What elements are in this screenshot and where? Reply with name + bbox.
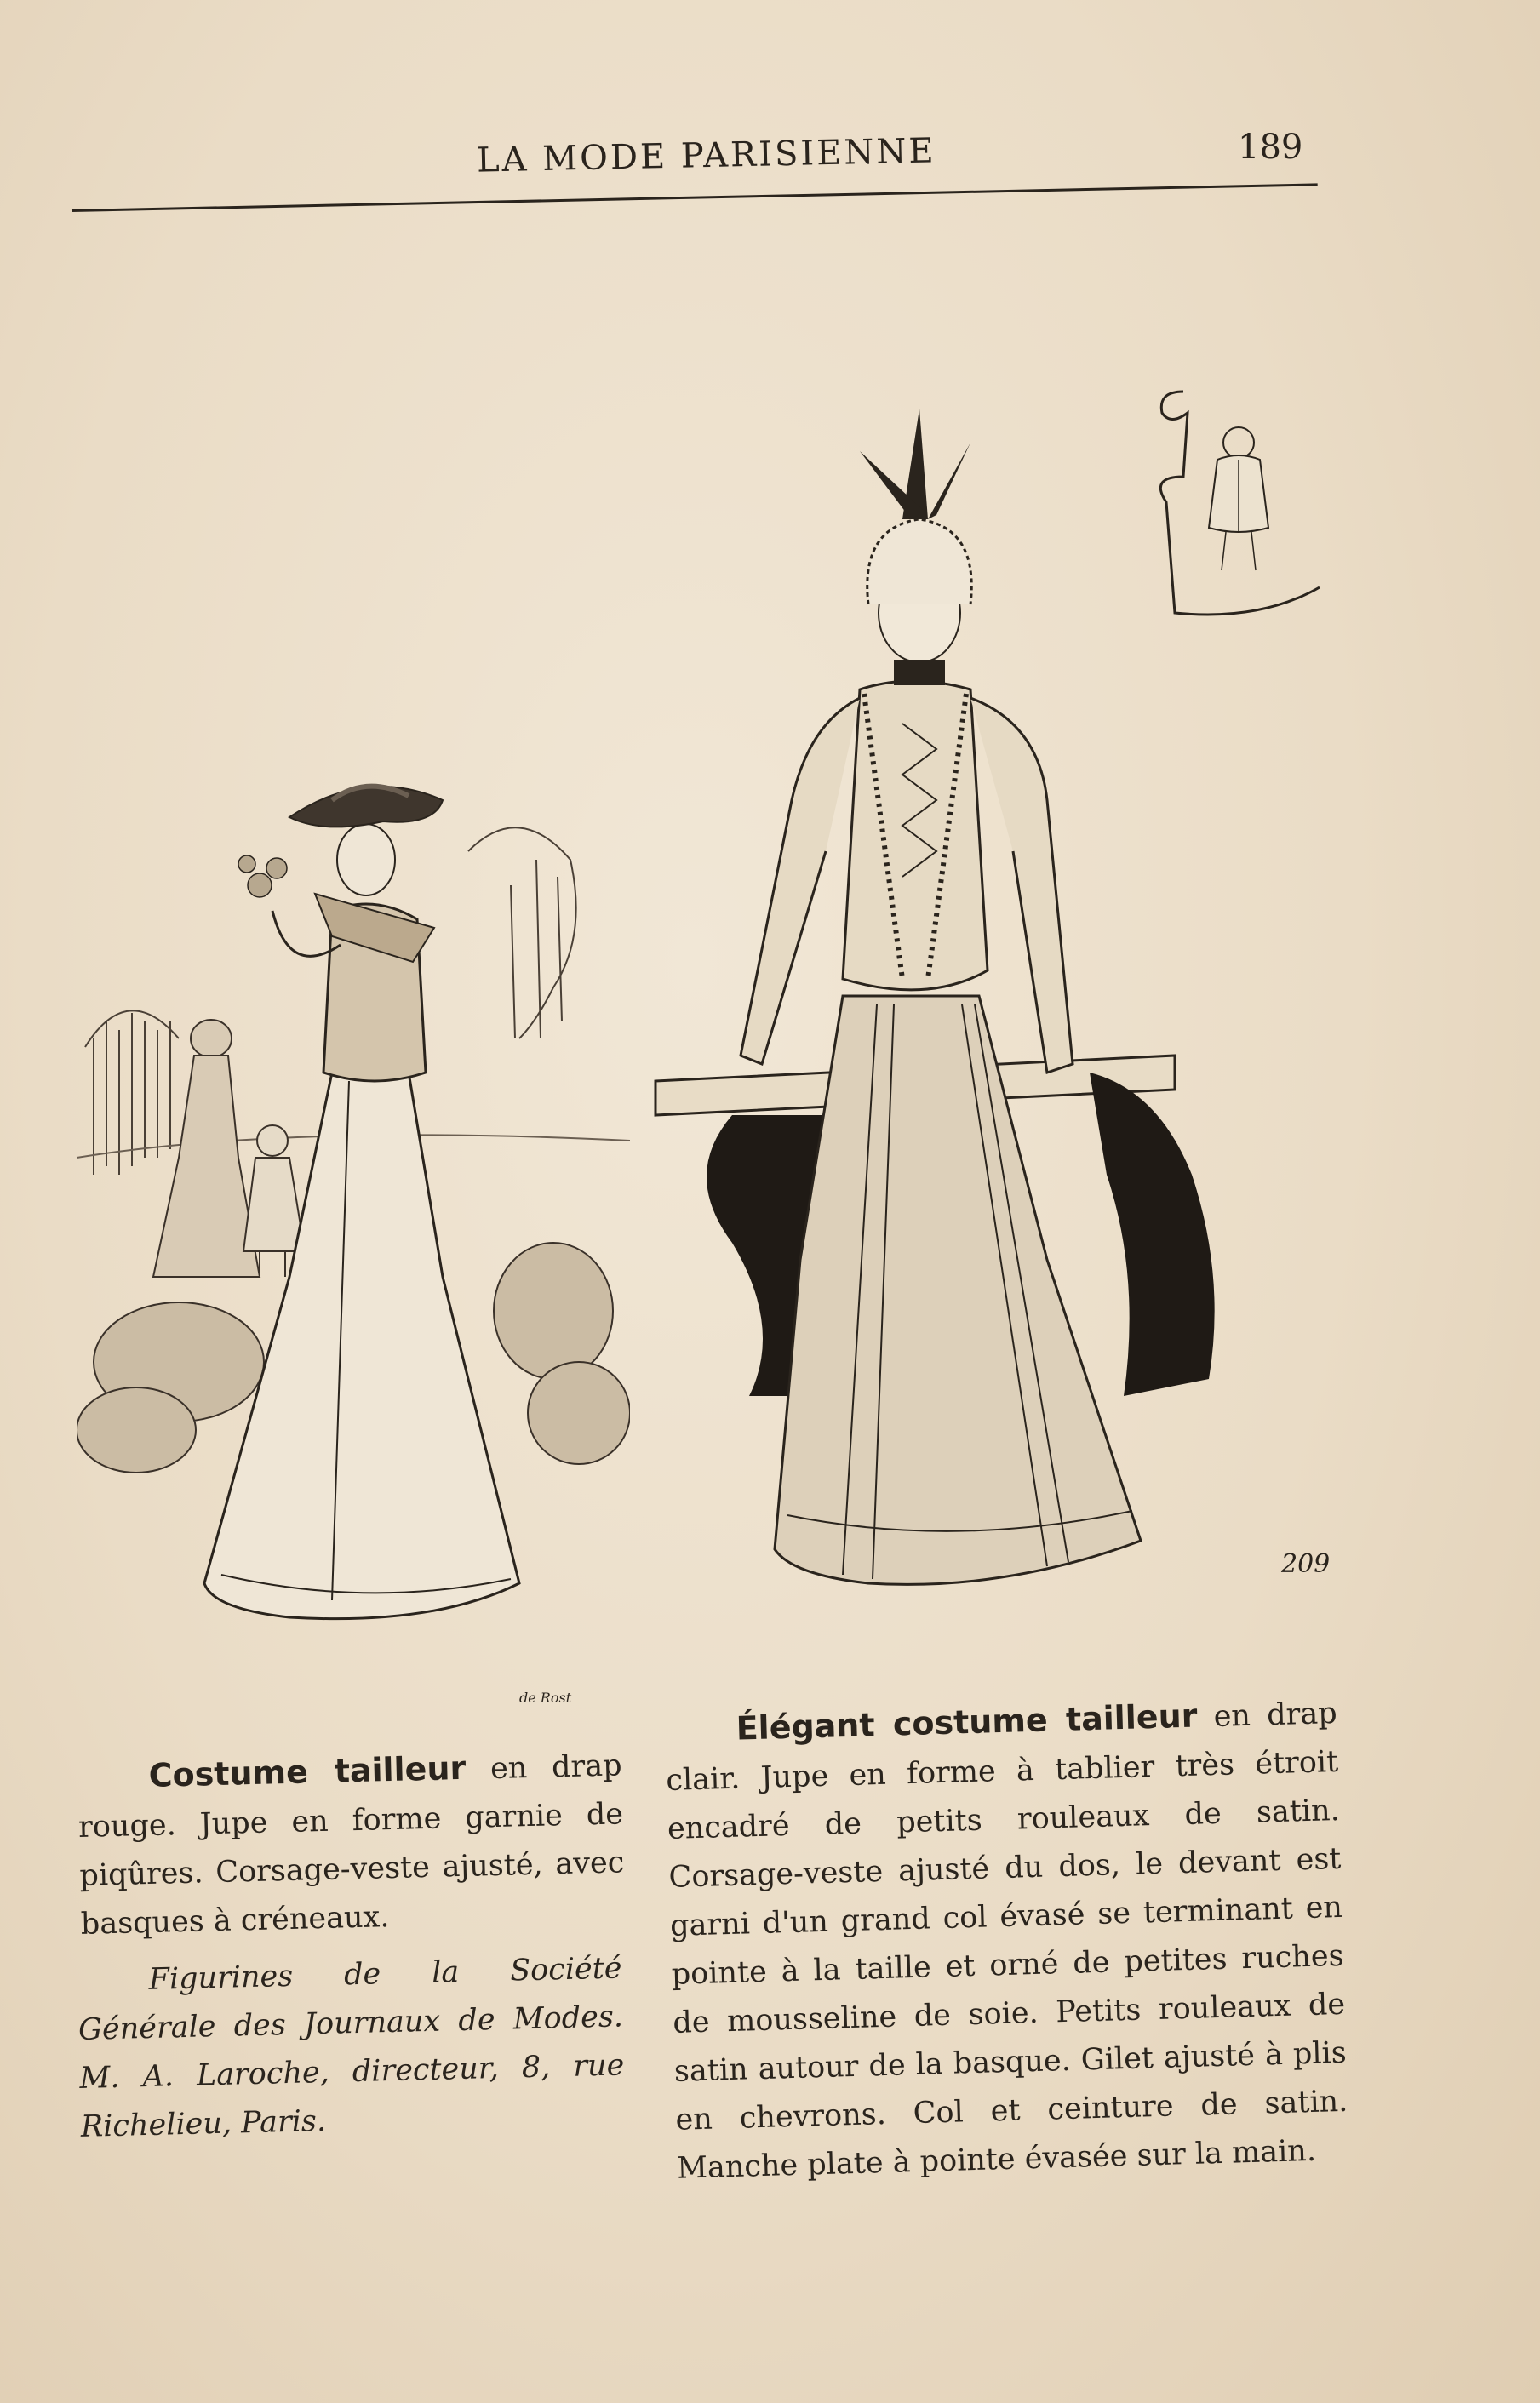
illustrator-signature-left: de Rost: [519, 1690, 572, 1706]
running-head: [72, 128, 1323, 238]
back-view-drawing: [1124, 375, 1328, 647]
running-title: LA MODE PARISIENNE: [476, 131, 936, 180]
back-view-detail: [1124, 375, 1328, 647]
credit-note: Figurines de la Société Générale des Journaux de Modes. M. A. Laroche, directeur, 8, rue Richelieu, Paris.: [77, 1951, 625, 2144]
caption-left-body: en drap rouge. Jupe en forme garnie de piqûres. Corsage-veste ajusté, avec basques à créneaux.: [77, 1748, 625, 1942]
plate-number-right: 209: [1281, 1549, 1331, 1579]
caption-right-title: Élégant costume tailleur: [736, 1696, 1198, 1748]
caption-right-body: en drap clair. Jupe en forme à tablier très étroit encadré de petits rouleaux de satin. Corsage-veste ajusté du dos, le devant est garni d'un grand col évasé se terminant en pointe à la taille et orné de petites ruches de mousseline de soie. Petits rouleaux de satin autour de la basque. Gilet ajusté à plis en chevrons. Col et ceinture de satin. Manche plate à pointe évasée sur la main.: [665, 1696, 1348, 2186]
page-number: 189: [1238, 128, 1303, 167]
fashion-plate-left-drawing: [77, 766, 630, 1719]
caption-left-title: Costume tailleur: [148, 1748, 467, 1794]
fashion-illustration-left: [77, 766, 630, 1719]
caption-left: [77, 1740, 626, 1949]
caption-right: [664, 1688, 1350, 2194]
header-rule: [72, 183, 1318, 212]
